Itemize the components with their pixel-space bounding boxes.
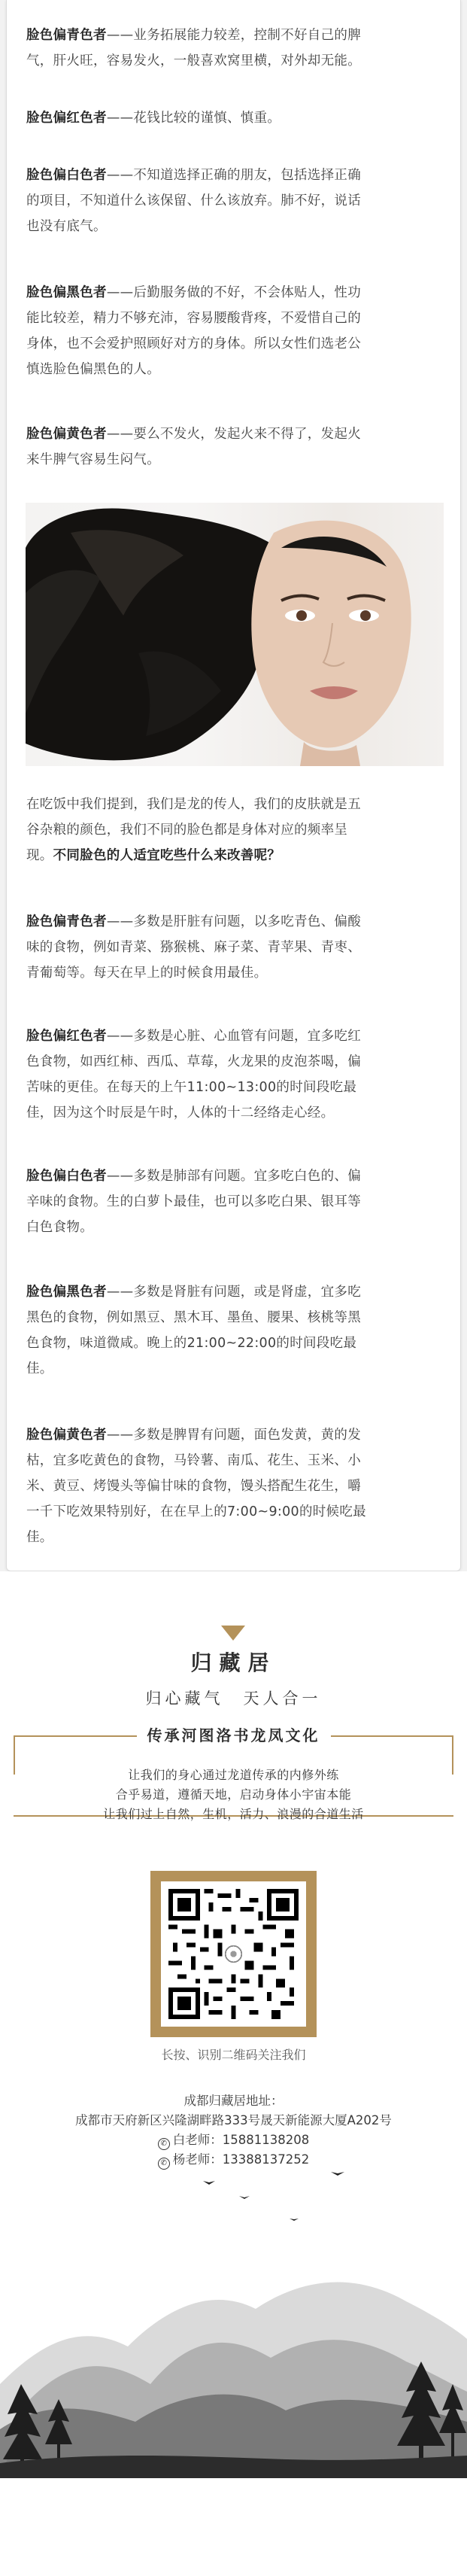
text-line: ——多数是肺部有问题。宜多吃白色的、偏 bbox=[106, 1169, 362, 1184]
text-line: 白色食物。 bbox=[26, 1220, 93, 1235]
lead-term: 脸色偏青色者 bbox=[26, 914, 107, 929]
text-line: ——多数是肝脏有问题，以多吃青色、偏酸 bbox=[106, 914, 362, 929]
paragraph-intro-diet bbox=[26, 792, 444, 868]
phone-icon: ✆ bbox=[158, 2138, 170, 2150]
paragraph-yellow-diet bbox=[26, 1422, 444, 1550]
text-line: ——多数是脾胃有问题，面色发黄，黄的发 bbox=[106, 1428, 362, 1443]
culture-line: 让我们的身心通过龙道传承的内修外练 bbox=[128, 1768, 339, 1782]
text-line: 色食物，味道微咸。晚上的21:00~22:00的时间段吃最 bbox=[26, 1336, 357, 1351]
paragraph-black-diet bbox=[26, 1279, 444, 1382]
lead-term: 脸色偏黄色者 bbox=[26, 1428, 107, 1443]
text-line: 气，肝火旺，容易发火，一般喜欢窝里横，对外却无能。 bbox=[26, 53, 361, 68]
text-line: 枯，宜多吃黄色的食物，马铃薯、南瓜、花生、玉米、小 bbox=[26, 1453, 361, 1468]
text-line: ——后勤服务做的不好，不会体贴人，性功 bbox=[106, 285, 362, 300]
lead-term: 脸色偏青色者 bbox=[26, 28, 107, 43]
text-line: 现。 bbox=[26, 848, 53, 863]
down-triangle-icon bbox=[221, 1626, 245, 1641]
ink-landscape-illustration bbox=[0, 2158, 467, 2478]
address-label: 成都归藏居地址： bbox=[183, 2094, 284, 2108]
text-line: 味的食物，例如青菜、猕猴桃、麻子菜、青苹果、青枣、 bbox=[26, 940, 361, 955]
paragraph-red-complexion bbox=[26, 105, 444, 131]
question-highlight: 不同脸色的人适宜吃些什么来改善呢？ bbox=[53, 848, 281, 863]
culture-line: 让我们过上自然，生机，活力、浪漫的合道生活 bbox=[103, 1807, 364, 1821]
text-line: 米、黄豆、烤馒头等偏甘味的食物，馒头搭配生花生，嚼 bbox=[26, 1479, 361, 1494]
culture-title-text: 传承河图洛书龙凤文化 bbox=[137, 1723, 331, 1747]
text-line: ——不知道选择正确的朋友，包括选择正确 bbox=[106, 168, 362, 183]
text-line: 色食物，如西红柿、西瓜、草莓，火龙果的皮泡茶喝，偏 bbox=[26, 1054, 361, 1069]
paragraph-black-complexion bbox=[26, 280, 444, 382]
paragraph-cyan-diet bbox=[26, 909, 444, 986]
text-line: 佳。 bbox=[26, 1530, 53, 1545]
text-line: 慎选脸色偏黑色的人。 bbox=[26, 362, 160, 377]
text-line: 辛味的食物。生的白萝卜最佳，也可以多吃白果、银耳等 bbox=[26, 1194, 361, 1209]
lead-term: 脸色偏红色者 bbox=[26, 111, 107, 126]
text-line: ——要么不发火，发起火来不得了，发起火 bbox=[106, 427, 362, 442]
paragraph-yellow-complexion bbox=[26, 421, 444, 473]
bird-icons bbox=[203, 2172, 344, 2221]
phone-contact-1[interactable] bbox=[0, 2130, 467, 2150]
text-line: 佳，因为这个时辰是午时，人体的十二经络走心经。 bbox=[26, 1106, 335, 1121]
footer-section bbox=[0, 1571, 467, 2576]
address-text: 成都市天府新区兴隆湖畔路333号晟天新能源大厦A202号 bbox=[75, 2113, 392, 2127]
portrait-image bbox=[26, 503, 444, 766]
text-line: 也没有底气。 bbox=[26, 219, 107, 234]
text-line: ——业务拓展能力较差，控制不好自己的脾 bbox=[106, 28, 362, 43]
qr-caption: 长按、识别二维码关注我们 bbox=[161, 2048, 306, 2062]
lead-term: 脸色偏黄色者 bbox=[26, 427, 107, 442]
text-line: 身体，也不会爱护照顾好对方的身体。所以女性们选老公 bbox=[26, 336, 361, 351]
text-line: 青葡萄等。每天在早上的时候食用最佳。 bbox=[26, 966, 268, 981]
text-line: ——花钱比较的谨慎、慎重。 bbox=[106, 111, 281, 126]
text-line: 佳。 bbox=[26, 1361, 53, 1376]
brand-name: 归藏居 bbox=[190, 1650, 277, 1675]
culture-title bbox=[0, 1723, 467, 1747]
brand-slogan: 归心藏气 天人合一 bbox=[145, 1689, 322, 1708]
text-line: ——多数是肾脏有问题，或是肾虚，宜多吃 bbox=[106, 1285, 362, 1300]
culture-line: 合乎易道，遵循天地，启动身体小宇宙本能 bbox=[115, 1787, 352, 1802]
lead-term: 脸色偏红色者 bbox=[26, 1029, 107, 1044]
phone-number: 杨老师：13388137252 bbox=[172, 2152, 310, 2167]
paragraph-white-complexion bbox=[26, 163, 444, 239]
lead-term: 脸色偏白色者 bbox=[26, 168, 107, 183]
text-line: 苦味的更佳。在每天的上午11:00~13:00的时间段吃最 bbox=[26, 1080, 357, 1095]
lead-term: 脸色偏黑色者 bbox=[26, 285, 107, 300]
text-line: ——多数是心脏、心血管有问题，宜多吃红 bbox=[106, 1029, 362, 1044]
paragraph-white-diet bbox=[26, 1163, 444, 1240]
lead-term: 脸色偏黑色者 bbox=[26, 1285, 107, 1300]
text-line: 来牛脾气容易生闷气。 bbox=[26, 452, 160, 467]
paragraph-cyan-complexion bbox=[26, 23, 444, 74]
phone-number: 白老师：15881138208 bbox=[172, 2133, 310, 2147]
text-line: 能比较差，精力不够充沛，容易腰酸背疼，不爱惜自己的 bbox=[26, 311, 361, 326]
text-line: 黑色的食物，例如黑豆、黑木耳、墨鱼、腰果、核桃等黑 bbox=[26, 1310, 361, 1325]
text-line: 在吃饭中我们提到，我们是龙的传人，我们的皮肤就是五 bbox=[26, 797, 361, 812]
text-line: 一千下吃效果特别好，在在早上的7:00~9:00的时候吃最 bbox=[26, 1504, 366, 1519]
paragraph-red-diet bbox=[26, 1023, 444, 1126]
text-line: 的项目，不知道什么该保留、什么该放弃。肺不好，说话 bbox=[26, 193, 361, 208]
lead-term: 脸色偏白色者 bbox=[26, 1169, 107, 1184]
text-line: 谷杂粮的颜色，我们不同的脸色都是身体对应的频率呈 bbox=[26, 823, 348, 838]
phone-icon: ✆ bbox=[158, 2158, 170, 2170]
qr-code[interactable] bbox=[161, 1881, 306, 2027]
qr-code-frame[interactable] bbox=[150, 1871, 317, 2037]
article-card bbox=[6, 0, 461, 1571]
